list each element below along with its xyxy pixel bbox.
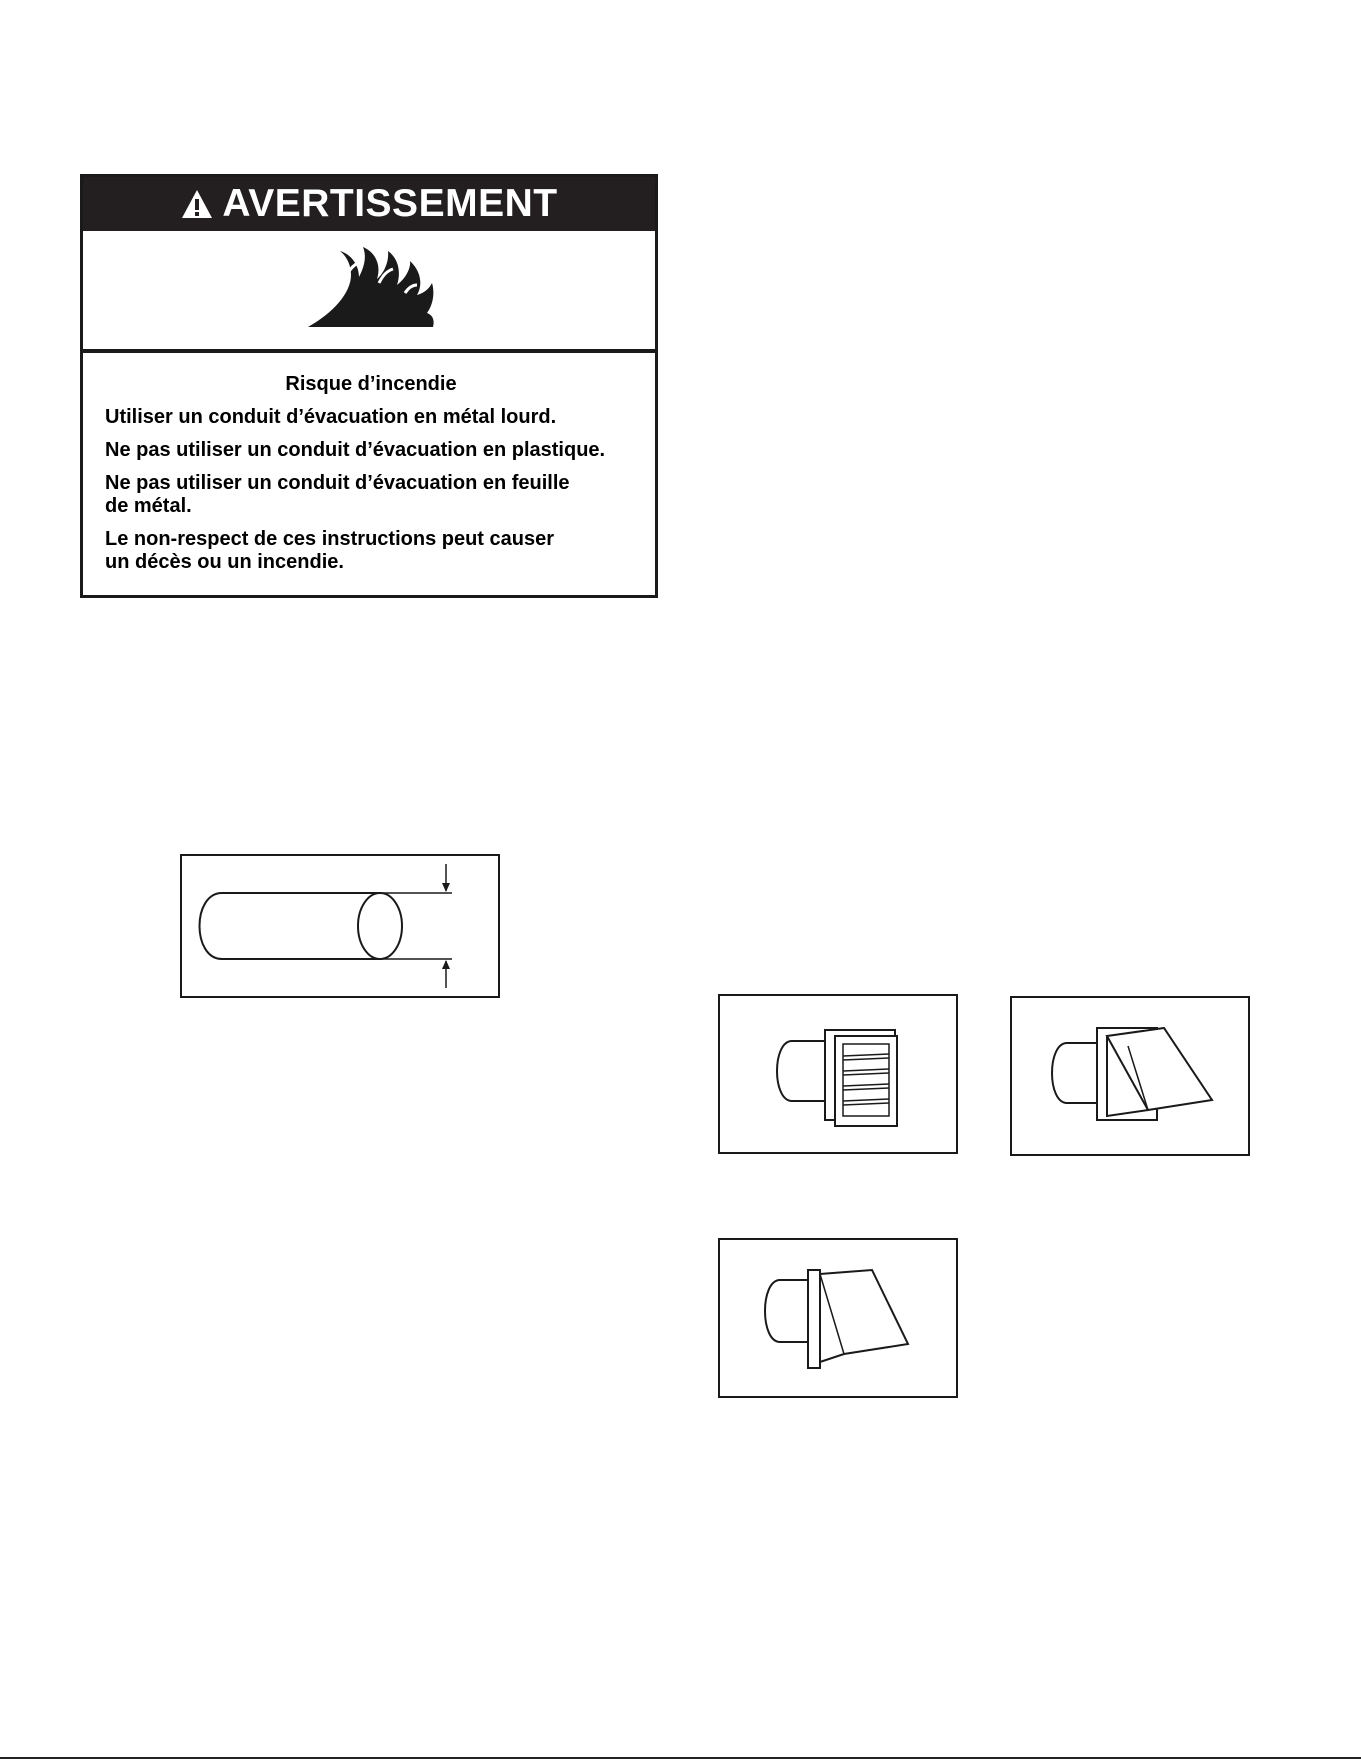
louvered-hood-figure xyxy=(718,994,958,1154)
box-hood-figure xyxy=(1010,996,1250,1156)
warning-line-4: Le non-respect de ces instructions peut causer un décès ou un incendie. xyxy=(105,528,555,573)
warning-line-3: Ne pas utiliser un conduit d’évacuation en feuille de métal. xyxy=(105,472,570,517)
fire-hazard-warning-box xyxy=(80,174,658,598)
warning-header xyxy=(83,177,655,231)
page-bottom-rule xyxy=(0,1757,1361,1759)
warning-header-text: AVERTISSEMENT xyxy=(222,182,558,225)
angled-hood-icon xyxy=(720,1240,956,1396)
fire-symbol-area xyxy=(83,231,655,353)
warning-triangle-icon xyxy=(180,188,214,220)
louvered-hood-icon xyxy=(720,996,956,1152)
warning-title: Risque d’incendie xyxy=(285,373,457,395)
angled-hood-figure xyxy=(718,1238,958,1398)
fire-hazard-icon xyxy=(83,231,655,349)
warning-body xyxy=(105,373,637,584)
rigid-duct-figure xyxy=(180,854,500,998)
box-hood-icon xyxy=(1012,998,1248,1154)
rigid-duct-diameter-icon xyxy=(182,856,498,996)
warning-line-1: Utiliser un conduit d’évacuation en métal lourd. xyxy=(105,406,557,428)
warning-line-2: Ne pas utiliser un conduit d’évacuation en plastique. xyxy=(105,439,606,461)
